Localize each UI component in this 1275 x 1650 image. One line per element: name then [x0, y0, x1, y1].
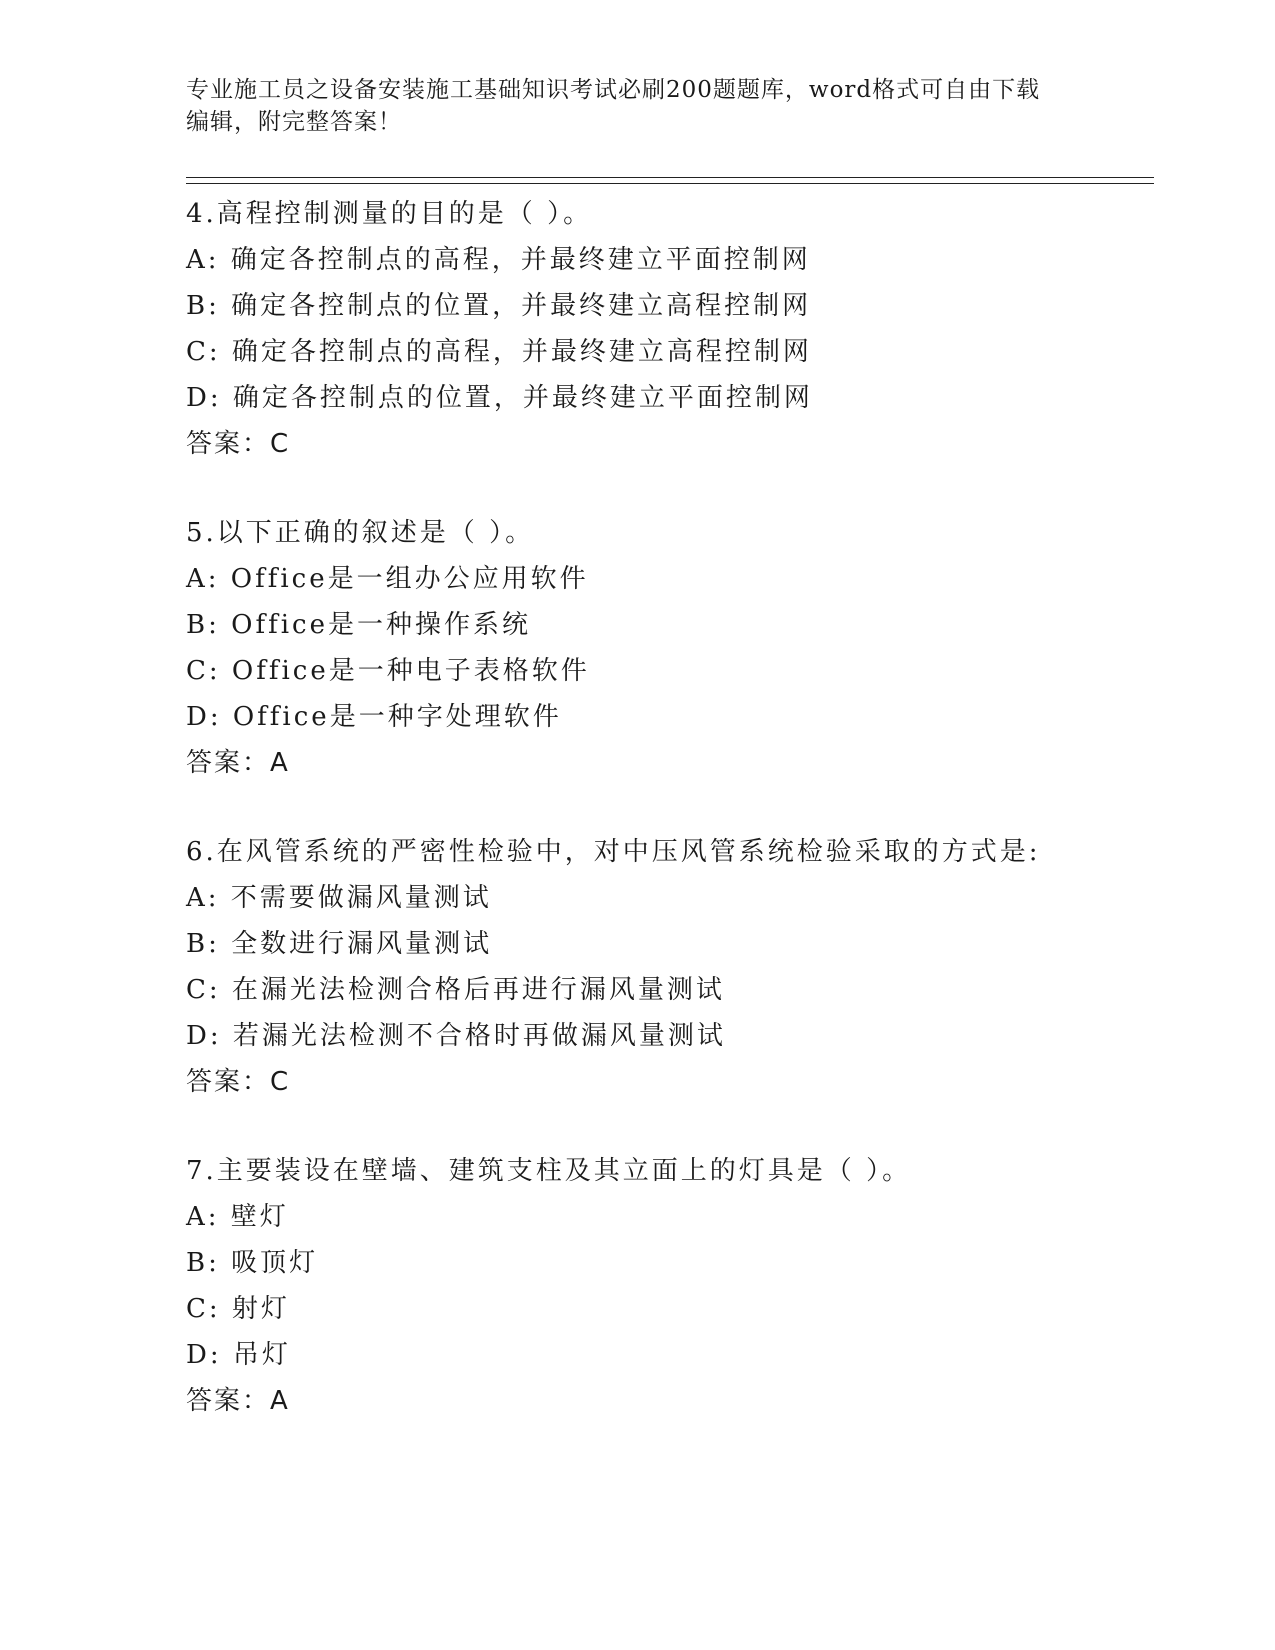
option-c: C: 射灯 — [186, 1294, 290, 1324]
answer-line: 答案：C — [186, 429, 291, 459]
option-d: D: 确定各控制点的位置，并最终建立平面控制网 — [186, 383, 813, 413]
answer-line: 答案：A — [186, 1386, 290, 1416]
question-stem: 5.以下正确的叙述是（ ）。 — [186, 518, 535, 548]
answer-line: 答案：C — [186, 1067, 291, 1097]
question-stem: 6.在风管系统的严密性检验中，对中压风管系统检验采取的方式是: — [186, 837, 1041, 867]
option-c: C: 在漏光法检测合格后再进行漏风量测试 — [186, 975, 725, 1005]
option-a: A: Office是一组办公应用软件 — [186, 564, 589, 594]
option-b: B: 吸顶灯 — [186, 1248, 319, 1278]
option-c: C: Office是一种电子表格软件 — [186, 656, 590, 686]
document-header — [186, 74, 1086, 138]
option-a: A: 壁灯 — [186, 1202, 289, 1232]
option-c: C: 确定各控制点的高程，并最终建立高程控制网 — [186, 337, 812, 367]
question-item — [186, 191, 1154, 467]
option-b: B: 全数进行漏风量测试 — [186, 929, 493, 959]
option-b: B: Office是一种操作系统 — [186, 610, 531, 640]
question-item — [186, 1148, 1154, 1424]
header-line-1: 专业施工员之设备安装施工基础知识考试必刷200题题库，word格式可自由下载 — [186, 77, 1041, 103]
option-d: D: 吊灯 — [186, 1340, 291, 1370]
option-a: A: 不需要做漏风量测试 — [186, 883, 492, 913]
header-line-2: 编辑，附完整答案！ — [186, 109, 402, 135]
question-item — [186, 510, 1154, 786]
option-d: D: Office是一种字处理软件 — [186, 702, 562, 732]
header-divider-bottom — [186, 183, 1154, 184]
question-stem: 4.高程控制测量的目的是（ ）。 — [186, 199, 593, 229]
option-d: D: 若漏光法检测不合格时再做漏风量测试 — [186, 1021, 726, 1051]
option-b: B: 确定各控制点的位置，并最终建立高程控制网 — [186, 291, 812, 321]
question-item — [186, 829, 1154, 1105]
option-a: A: 确定各控制点的高程，并最终建立平面控制网 — [186, 245, 811, 275]
question-list — [186, 191, 1154, 1467]
answer-line: 答案：A — [186, 748, 290, 778]
header-divider-top — [186, 177, 1154, 178]
question-stem: 7.主要装设在壁墙、建筑支柱及其立面上的灯具是（ ）。 — [186, 1156, 912, 1186]
